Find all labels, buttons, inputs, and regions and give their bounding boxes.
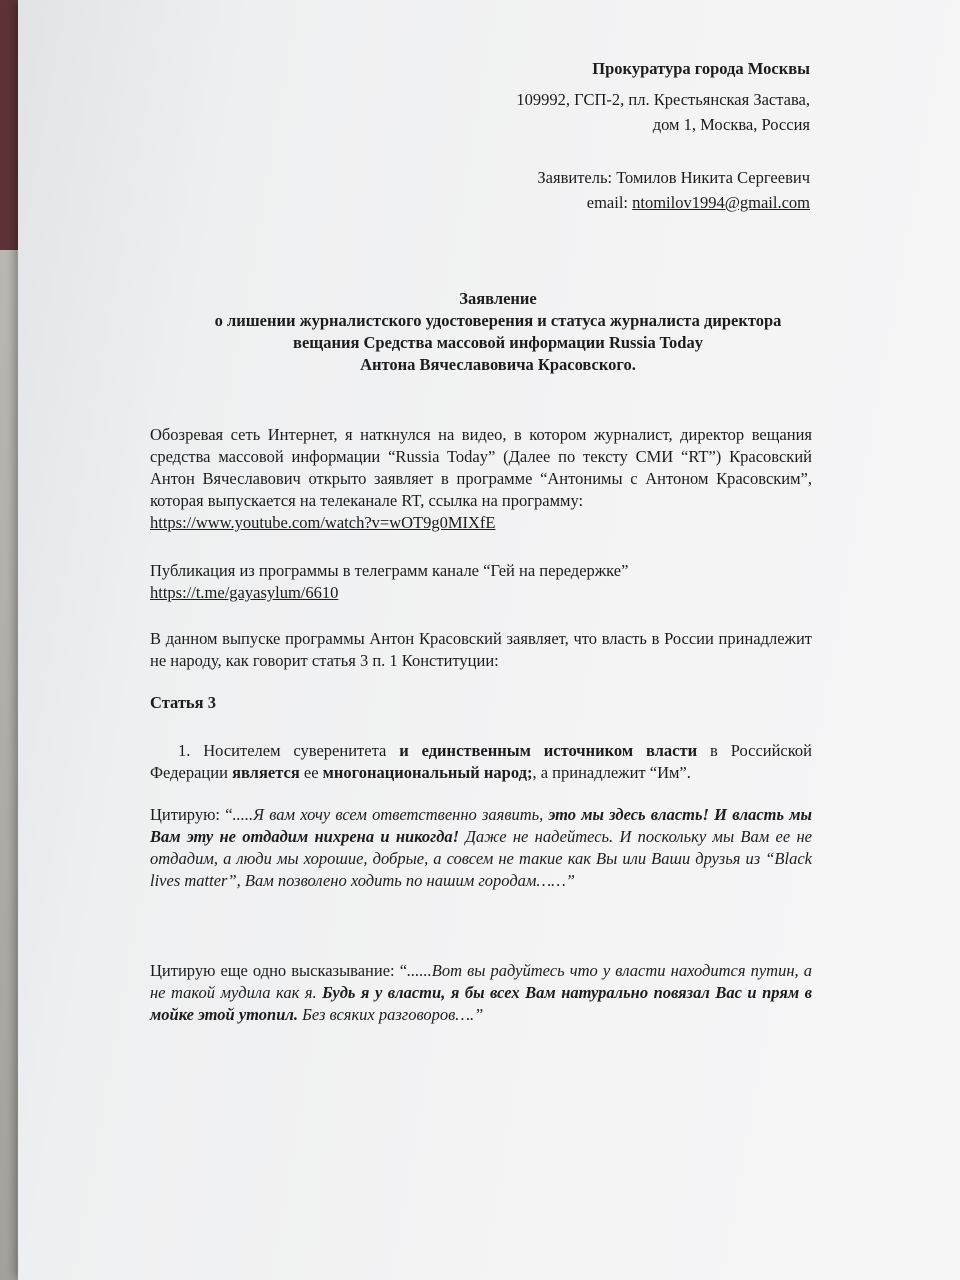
article-part-f: многонациональный народ; xyxy=(322,763,533,782)
article-part-b: и единственным источником власти xyxy=(399,741,698,760)
title-line-2: о лишении журналистского удостоверения и статуса журналиста директора xyxy=(214,311,782,330)
youtube-link[interactable]: https://www.youtube.com/watch?v=wOT9g0MIXfE xyxy=(150,513,496,532)
paragraph-1-text: Обозревая сеть Интернет, я наткнулся на видео, в котором журналист, директор вещания средства массовой информации “Russia Today” (Далее по тексту СМИ “RT”) Красовский Антон Вячеславович открыто заявляет в программе “Антонимы с Антоном Красовским”, которая выпускается на телеканале RT, ссылка на программу: xyxy=(150,425,812,510)
title-line-4: Антона Вячеславовича Красовского. xyxy=(360,355,636,374)
title-line-1: Заявление xyxy=(459,289,537,308)
article-part-a: 1. Носителем суверенитета xyxy=(178,741,400,760)
quote-1-part-a: Цитирую: “ xyxy=(150,805,233,824)
quote-2-part-b: ......Вот вы радуйтесь что у власти находится путин, а не такой мудила как я. xyxy=(150,961,812,1002)
email-link[interactable]: ntomilov1994@gmail.com xyxy=(632,193,810,212)
quote-2-part-a: Цитирую еще одно высказывание: “ xyxy=(150,961,408,980)
paragraph-1 xyxy=(150,424,812,534)
article-part-e: ее xyxy=(299,763,323,782)
article-part-c: в Российской Федерации xyxy=(150,741,813,782)
quote-1-part-b: .....Я вам хочу всем ответственно заявить, xyxy=(232,805,549,824)
recipient: Прокуратура города Москвы xyxy=(592,59,810,78)
telegram-link[interactable]: https://t.me/gayasylum/6610 xyxy=(150,583,339,602)
article-part-d: является xyxy=(232,763,300,782)
quote-2 xyxy=(150,960,812,1026)
applicant: Заявитель: Томилов Никита Сергеевич xyxy=(537,168,810,187)
quote-1-part-c: это мы здесь власть! И власть мы Вам эту не отдадим нихрена и никогда! xyxy=(150,805,812,846)
document-title xyxy=(148,288,848,376)
email-label: email: xyxy=(586,193,628,212)
quote-2-part-d: Без всяких разговоров….” xyxy=(297,1005,484,1024)
paragraph-2-text: Публикация из программы в телеграмм канале “Гей на передержке” xyxy=(150,561,629,580)
article-heading: Статья 3 xyxy=(150,693,216,712)
header-block xyxy=(516,56,810,215)
article-text xyxy=(150,740,812,784)
article-part-g: , а принадлежит “Им”. xyxy=(532,763,691,782)
address-line-2: дом 1, Москва, Россия xyxy=(652,115,810,134)
paragraph-2 xyxy=(150,560,812,604)
quote-1 xyxy=(150,804,812,892)
address-line-1: 109992, ГСП-2, пл. Крестьянская Застава, xyxy=(516,90,810,109)
quote-2-part-c: Будь я у власти, я бы всех Вам натурально повязал Вас и прям в мойке этой утопил. xyxy=(150,983,812,1024)
title-line-3: вещания Средства массовой информации Russia Today xyxy=(293,333,703,352)
paragraph-3: В данном выпуске программы Антон Красовский заявляет, что власть в России принадлежит не народу, как говорит статья 3 п. 1 Конституции: xyxy=(150,629,812,670)
email-line xyxy=(516,190,810,215)
document-page xyxy=(18,0,960,1280)
quote-1-part-d: Даже не надейтесь. И поскольку мы Вам ее не отдадим, а люди мы хорошие, добрые, а совсем не такие как Вы или Ваши друзья из “Black lives matter”, Вам позволено ходить по нашим городам……” xyxy=(150,827,812,890)
